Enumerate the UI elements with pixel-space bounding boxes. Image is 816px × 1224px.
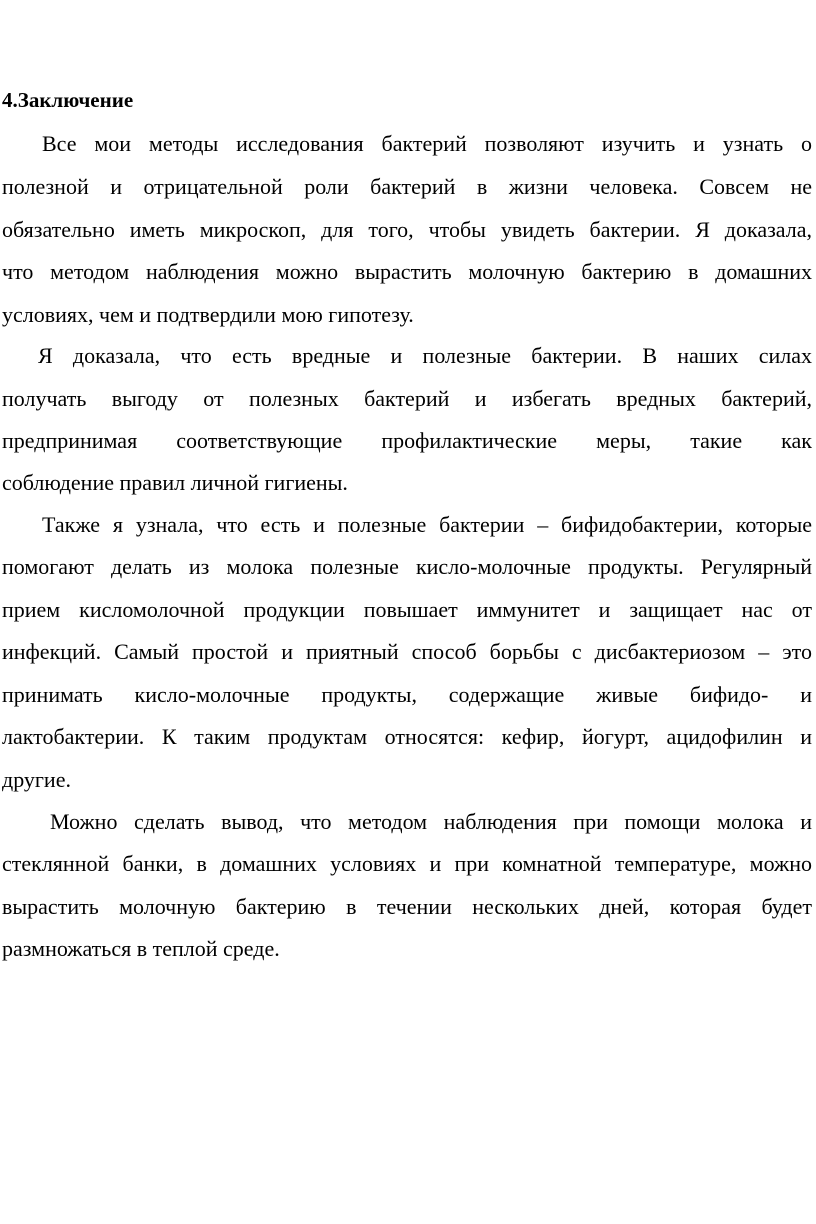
section-heading: 4.Заключение: [2, 88, 134, 112]
paragraph-2-line-4: соблюдение правил личной гигиены.: [2, 470, 348, 495]
paragraph-3-line-1: Также я узнала, что есть и полезные бактерии – бифидобактерии, которые: [42, 512, 812, 537]
paragraph-1-line-2: полезной и отрицательной роли бактерий в жизни человека. Совсем не: [2, 174, 812, 199]
paragraph-1-line-3: обязательно иметь микроскоп, для того, чтобы увидеть бактерии. Я доказала,: [2, 217, 812, 242]
paragraph-3-line-5: принимать кисло-молочные продукты, содержащие живые бифидо- и: [2, 682, 812, 707]
paragraph-4-line-2: стеклянной банки, в домашних условиях и при комнатной температуре, можно: [2, 851, 812, 876]
paragraph-2-line-2: получать выгоду от полезных бактерий и избегать вредных бактерий,: [2, 386, 812, 411]
paragraph-3-line-2: помогают делать из молока полезные кисло-молочные продукты. Регулярный: [2, 554, 812, 579]
paragraph-1-line-5: условиях, чем и подтвердили мою гипотезу.: [2, 302, 414, 327]
paragraph-2-line-3: предпринимая соответствующие профилактические меры, такие как: [2, 428, 812, 453]
paragraph-3-line-6: лактобактерии. К таким продуктам относятся: кефир, йогурт, ацидофилин и: [2, 724, 812, 749]
paragraph-3-line-7: другие.: [2, 767, 71, 792]
paragraph-2-line-1: Я доказала, что есть вредные и полезные бактерии. В наших силах: [38, 343, 812, 368]
paragraph-1-line-1: Все мои методы исследования бактерий позволяют изучить и узнать о: [42, 131, 812, 156]
paragraph-3-line-4: инфекций. Самый простой и приятный способ борьбы с дисбактериозом – это: [2, 639, 812, 664]
paragraph-4-line-1: Можно сделать вывод, что методом наблюдения при помощи молока и: [50, 809, 812, 834]
paragraph-3-line-3: прием кисломолочной продукции повышает иммунитет и защищает нас от: [2, 597, 812, 622]
paragraph-4-line-3: вырастить молочную бактерию в течении нескольких дней, которая будет: [2, 894, 812, 919]
paragraph-1-line-4: что методом наблюдения можно вырастить молочную бактерию в домашних: [2, 259, 812, 284]
paragraph-4-line-4: размножаться в теплой среде.: [2, 936, 280, 961]
